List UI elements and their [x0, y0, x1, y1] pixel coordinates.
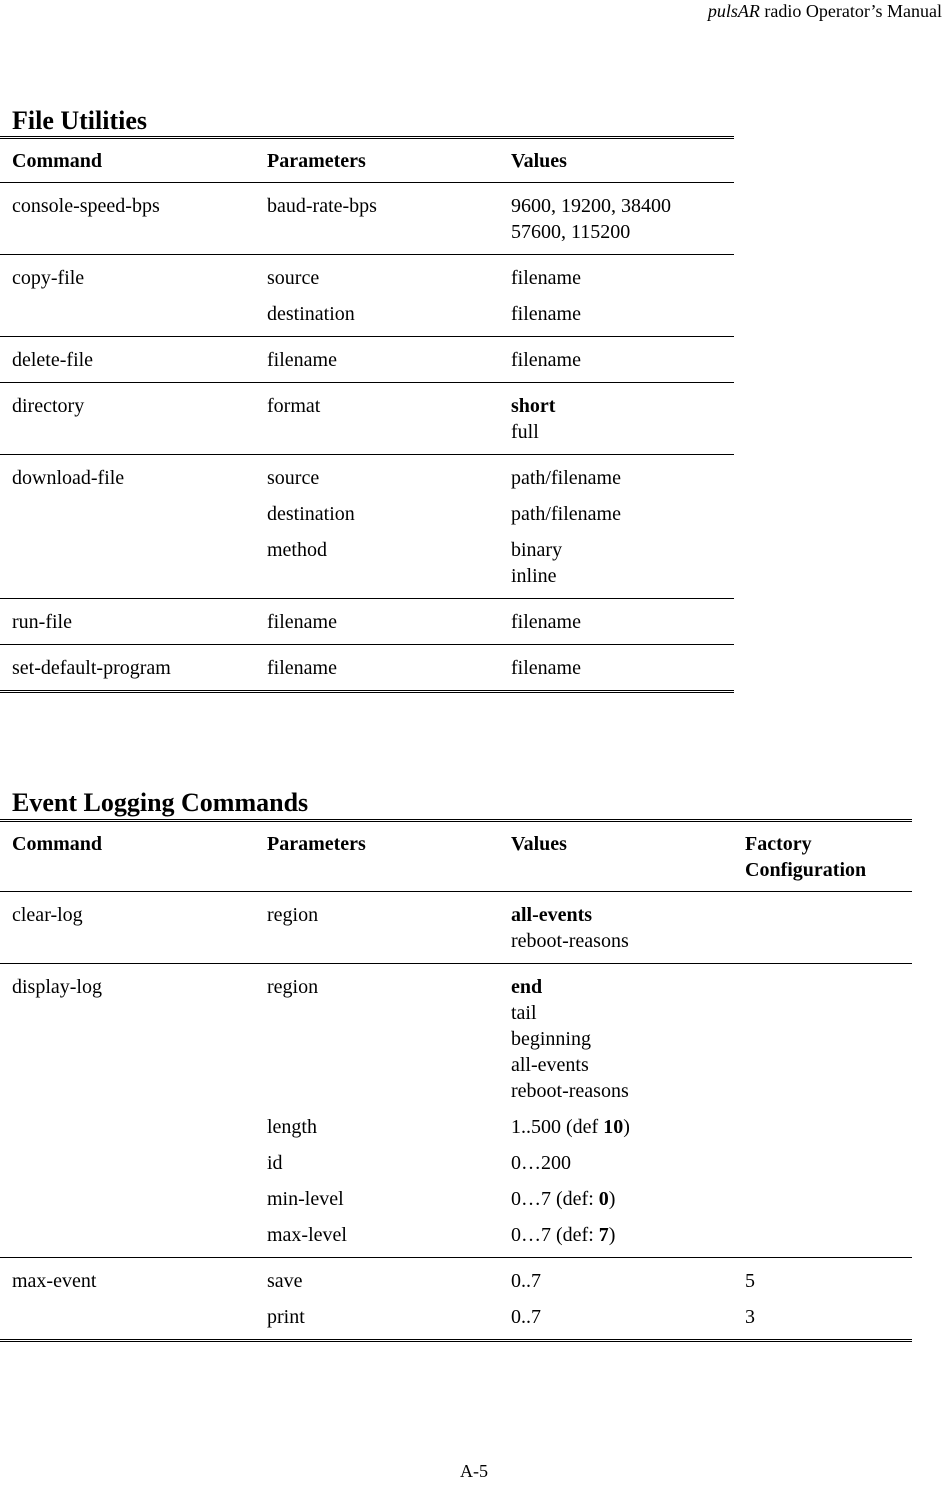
table-row: [0, 892, 912, 964]
value-line: reboot-reasons: [511, 930, 629, 952]
value-line: filename: [511, 611, 581, 633]
parameter-cell: region: [255, 892, 499, 964]
value-text: 1..500 (def: [511, 1116, 604, 1138]
values-cell: [499, 455, 734, 501]
parameter-cell: source: [267, 467, 320, 489]
parameter-cell: source: [267, 267, 320, 289]
default-value: 0: [598, 1188, 609, 1210]
default-value: 7: [598, 1224, 609, 1246]
value-line: filename: [511, 349, 581, 371]
values-cell: [499, 255, 734, 301]
values-cell: [499, 183, 734, 255]
table-row: [0, 337, 734, 383]
value-line: path/filename: [511, 467, 621, 489]
command-cell-empty: [0, 1113, 255, 1149]
command-cell: console-speed-bps: [0, 183, 255, 255]
default-value: end: [511, 976, 543, 998]
table-row: [0, 300, 734, 337]
parameter-cell: save: [267, 1270, 303, 1292]
parameter-cell: filename: [267, 657, 337, 679]
event-logging-title: Event Logging Commands: [12, 788, 309, 817]
value-line: [511, 1186, 733, 1212]
values-cell: [499, 1303, 733, 1341]
values-cell: [499, 1221, 733, 1258]
page-number: A-5: [460, 1461, 488, 1481]
value-text: 0…7 (def:: [511, 1224, 599, 1246]
table-row: [0, 645, 734, 692]
default-value: short: [511, 395, 556, 417]
table-row: [0, 1303, 912, 1341]
command-cell: directory: [0, 383, 255, 455]
column-header: Values: [499, 138, 734, 183]
values-cell: [499, 383, 734, 455]
parameter-cell: baud-rate-bps: [255, 183, 499, 255]
value-text: ): [608, 1188, 616, 1210]
values-cell: [499, 1258, 733, 1304]
factory-config-cell: [733, 1221, 912, 1258]
table-row: [0, 183, 734, 255]
value-line: filename: [511, 303, 581, 325]
factory-config-cell: 5: [745, 1270, 755, 1292]
parameter-cell: print: [267, 1306, 305, 1328]
command-cell-empty: [0, 1185, 255, 1221]
parameter-cell: filename: [255, 337, 499, 383]
header-row: [0, 138, 734, 183]
value-line: path/filename: [511, 503, 621, 525]
table-row: [0, 1149, 912, 1185]
command-cell-empty: [0, 1303, 255, 1341]
parameter-cell: min-level: [267, 1188, 344, 1210]
values-cell: [499, 300, 734, 337]
factory-config-cell: [733, 964, 912, 1114]
command-cell: copy-file: [12, 267, 85, 289]
value-line: all-events: [511, 1054, 589, 1076]
header-product-name: pulsAR: [707, 1, 760, 21]
value-line: beginning: [511, 1028, 591, 1050]
values-cell: [499, 1113, 733, 1149]
value-line: filename: [511, 267, 581, 289]
command-cell-empty: [0, 1149, 255, 1185]
factory-config-cell: 3: [745, 1306, 755, 1328]
column-header: Values: [499, 821, 733, 892]
values-cell: [499, 1185, 733, 1221]
header-manual-title: radio Operator’s Manual: [759, 1, 942, 21]
command-cell-empty: [0, 500, 255, 536]
column-header: Parameters: [255, 138, 499, 183]
value-line: tail: [511, 1002, 537, 1024]
value-line: [511, 1222, 733, 1248]
value-line: filename: [511, 657, 581, 679]
value-line: reboot-reasons: [511, 1080, 629, 1102]
command-cell: max-event: [12, 1270, 97, 1292]
parameter-cell: id: [267, 1152, 283, 1174]
value-line: [511, 1114, 733, 1140]
values-cell: [499, 500, 734, 536]
file-utilities-table: [0, 136, 734, 693]
parameter-cell: region: [267, 976, 319, 998]
value-line: 57600, 115200: [511, 221, 631, 243]
parameter-cell: filename: [255, 599, 499, 645]
command-cell: run-file: [0, 599, 255, 645]
parameter-cell: destination: [255, 300, 499, 337]
factory-config-cell: [733, 1149, 912, 1185]
factory-config-cell: [733, 1113, 912, 1149]
parameter-cell: destination: [267, 503, 355, 525]
value-text: 0…7 (def:: [511, 1188, 599, 1210]
value-text: ): [623, 1116, 630, 1138]
parameter-cell: format: [255, 383, 499, 455]
values-cell: [499, 337, 734, 383]
table-row: [0, 455, 734, 501]
value-line: 9600, 19200, 38400: [511, 195, 671, 217]
command-cell-empty: [0, 536, 255, 599]
values-cell: [499, 599, 734, 645]
values-cell: [499, 892, 733, 964]
command-cell: delete-file: [0, 337, 255, 383]
event-logging-table: [0, 819, 912, 1342]
table-row: [0, 1113, 912, 1149]
table-row: [0, 536, 734, 599]
table-row: [0, 500, 734, 536]
command-cell: download-file: [12, 467, 125, 489]
table-row: [0, 599, 734, 645]
command-cell-empty: [0, 300, 255, 337]
default-value: 10: [603, 1116, 624, 1138]
value-text: ): [608, 1224, 616, 1246]
command-cell: display-log: [12, 976, 102, 998]
parameter-cell: method: [255, 536, 499, 599]
value-line: inline: [511, 565, 557, 587]
file-utilities-title: File Utilities: [12, 106, 148, 135]
column-header: Parameters: [255, 821, 499, 892]
column-header: Factory Configuration: [733, 821, 912, 892]
command-cell: set-default-program: [12, 657, 171, 679]
column-header: Command: [0, 821, 255, 892]
column-header: Command: [0, 138, 255, 183]
parameter-cell: length: [267, 1116, 317, 1138]
table-row: [0, 255, 734, 301]
values-cell: [499, 536, 734, 599]
value-line: 0..7: [511, 1270, 541, 1292]
table-row: [0, 1185, 912, 1221]
parameter-cell: max-level: [255, 1221, 499, 1258]
values-cell: [499, 1149, 733, 1185]
default-value: all-events: [511, 904, 593, 926]
factory-config-cell: [733, 1185, 912, 1221]
running-header: [708, 0, 942, 22]
factory-config-cell: [733, 892, 912, 964]
value-line: 0..7: [511, 1306, 541, 1328]
values-cell: [499, 964, 733, 1114]
header-row: [0, 821, 912, 892]
table-row: [0, 1258, 912, 1304]
table-row: [0, 964, 912, 1114]
table-row: [0, 1221, 912, 1258]
command-cell-empty: [0, 1221, 255, 1258]
table-row: [0, 383, 734, 455]
command-cell: clear-log: [0, 892, 255, 964]
value-line: binary: [511, 539, 563, 561]
values-cell: [499, 645, 734, 692]
value-line: 0…200: [511, 1152, 571, 1174]
value-line: full: [511, 421, 539, 443]
